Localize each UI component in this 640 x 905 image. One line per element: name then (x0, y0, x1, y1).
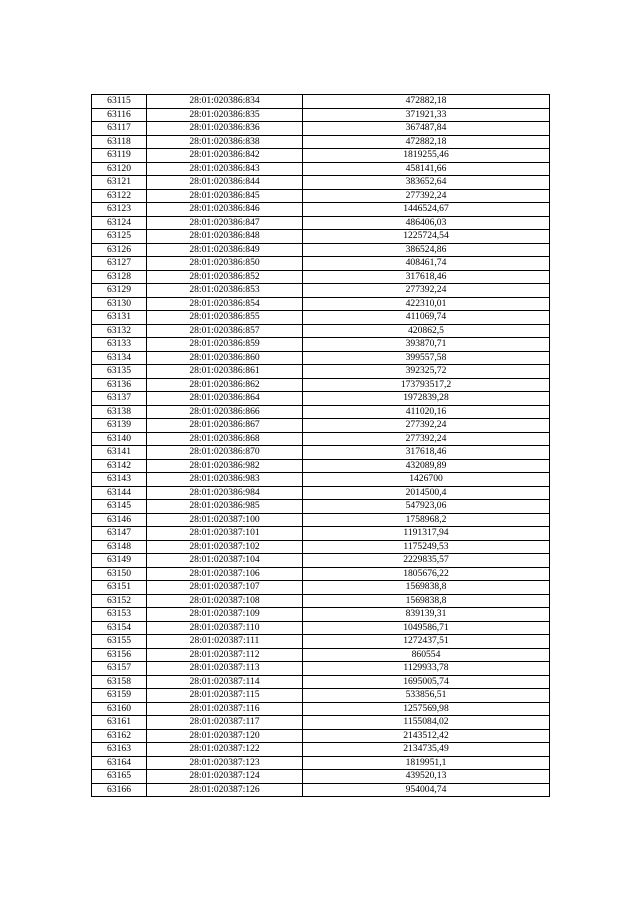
table-row (92, 122, 550, 136)
cadastral-number-cell: 28:01:020387:112 (147, 648, 303, 662)
cadastral-number-cell: 28:01:020387:106 (147, 567, 303, 581)
table-row (92, 675, 550, 689)
table-row (92, 216, 550, 230)
cadastral-number-cell: 28:01:020387:117 (147, 716, 303, 730)
cadastral-value-cell: 1155084,02 (303, 716, 550, 730)
table-row (92, 594, 550, 608)
row-number-cell: 63124 (92, 216, 147, 230)
row-number-cell: 63160 (92, 702, 147, 716)
row-number-cell: 63163 (92, 743, 147, 757)
table-row (92, 432, 550, 446)
row-number-cell: 63156 (92, 648, 147, 662)
cadastral-number-cell: 28:01:020386:846 (147, 203, 303, 217)
cadastral-number-cell: 28:01:020387:123 (147, 756, 303, 770)
cadastral-number-cell: 28:01:020386:853 (147, 284, 303, 298)
table-row (92, 135, 550, 149)
cadastral-number-cell: 28:01:020387:101 (147, 527, 303, 541)
cadastral-value-cell: 439520,13 (303, 770, 550, 784)
cadastral-number-cell: 28:01:020386:838 (147, 135, 303, 149)
table-row (92, 662, 550, 676)
cadastral-value-cell: 1175249,53 (303, 540, 550, 554)
table-row (92, 689, 550, 703)
cadastral-value-cell: 277392,24 (303, 284, 550, 298)
cadastral-value-cell: 393870,71 (303, 338, 550, 352)
cadastral-number-cell: 28:01:020386:848 (147, 230, 303, 244)
cadastral-number-cell: 28:01:020387:126 (147, 783, 303, 797)
table-row (92, 527, 550, 541)
cadastral-number-cell: 28:01:020386:860 (147, 351, 303, 365)
cadastral-number-cell: 28:01:020387:113 (147, 662, 303, 676)
cadastral-number-cell: 28:01:020386:836 (147, 122, 303, 136)
table-row (92, 635, 550, 649)
cadastral-value-cell: 860554 (303, 648, 550, 662)
row-number-cell: 63130 (92, 297, 147, 311)
cadastral-number-cell: 28:01:020387:100 (147, 513, 303, 527)
row-number-cell: 63164 (92, 756, 147, 770)
cadastral-value-cell: 839139,31 (303, 608, 550, 622)
row-number-cell: 63123 (92, 203, 147, 217)
row-number-cell: 63143 (92, 473, 147, 487)
table-row (92, 311, 550, 325)
row-number-cell: 63148 (92, 540, 147, 554)
cadastral-number-cell: 28:01:020386:852 (147, 270, 303, 284)
cadastral-number-cell: 28:01:020386:868 (147, 432, 303, 446)
row-number-cell: 63139 (92, 419, 147, 433)
table-row (92, 419, 550, 433)
table-row (92, 621, 550, 635)
row-number-cell: 63134 (92, 351, 147, 365)
table-row (92, 756, 550, 770)
cadastral-number-cell: 28:01:020387:115 (147, 689, 303, 703)
table-row (92, 297, 550, 311)
row-number-cell: 63136 (92, 378, 147, 392)
cadastral-value-cell: 367487,84 (303, 122, 550, 136)
cadastral-number-cell: 28:01:020386:849 (147, 243, 303, 257)
table-row (92, 729, 550, 743)
cadastral-number-cell: 28:01:020386:983 (147, 473, 303, 487)
row-number-cell: 63138 (92, 405, 147, 419)
cadastral-value-cell: 954004,74 (303, 783, 550, 797)
cadastral-number-cell: 28:01:020386:843 (147, 162, 303, 176)
cadastral-number-cell: 28:01:020386:861 (147, 365, 303, 379)
row-number-cell: 63126 (92, 243, 147, 257)
table-row (92, 351, 550, 365)
cadastral-value-cell: 399557,58 (303, 351, 550, 365)
cadastral-value-cell: 547923,06 (303, 500, 550, 514)
row-number-cell: 63153 (92, 608, 147, 622)
cadastral-value-cell: 1272437,51 (303, 635, 550, 649)
row-number-cell: 63116 (92, 108, 147, 122)
table-row (92, 459, 550, 473)
table-row (92, 365, 550, 379)
cadastral-value-cell: 1426700 (303, 473, 550, 487)
table-row (92, 230, 550, 244)
table-row (92, 176, 550, 190)
table-row (92, 783, 550, 797)
cadastral-number-cell: 28:01:020386:844 (147, 176, 303, 190)
cadastral-value-cell: 277392,24 (303, 419, 550, 433)
cadastral-number-cell: 28:01:020386:859 (147, 338, 303, 352)
cadastral-number-cell: 28:01:020386:984 (147, 486, 303, 500)
cadastral-value-table (91, 94, 550, 797)
cadastral-number-cell: 28:01:020387:109 (147, 608, 303, 622)
table-row (92, 392, 550, 406)
row-number-cell: 63137 (92, 392, 147, 406)
row-number-cell: 63154 (92, 621, 147, 635)
row-number-cell: 63151 (92, 581, 147, 595)
table-row (92, 608, 550, 622)
row-number-cell: 63165 (92, 770, 147, 784)
row-number-cell: 63119 (92, 149, 147, 163)
cadastral-value-cell: 2229835,57 (303, 554, 550, 568)
cadastral-value-cell: 1049586,71 (303, 621, 550, 635)
cadastral-value-cell: 392325,72 (303, 365, 550, 379)
row-number-cell: 63121 (92, 176, 147, 190)
row-number-cell: 63157 (92, 662, 147, 676)
row-number-cell: 63140 (92, 432, 147, 446)
row-number-cell: 63120 (92, 162, 147, 176)
table-row (92, 513, 550, 527)
cadastral-number-cell: 28:01:020387:110 (147, 621, 303, 635)
table-row (92, 270, 550, 284)
row-number-cell: 63133 (92, 338, 147, 352)
table-row (92, 648, 550, 662)
cadastral-value-cell: 277392,24 (303, 432, 550, 446)
cadastral-value-cell: 317618,46 (303, 270, 550, 284)
cadastral-value-cell: 1191317,94 (303, 527, 550, 541)
cadastral-value-cell: 1446524,67 (303, 203, 550, 217)
cadastral-number-cell: 28:01:020386:982 (147, 459, 303, 473)
table-row (92, 243, 550, 257)
cadastral-number-cell: 28:01:020386:847 (147, 216, 303, 230)
table-row (92, 716, 550, 730)
table-row (92, 378, 550, 392)
table-row (92, 257, 550, 271)
row-number-cell: 63142 (92, 459, 147, 473)
cadastral-value-cell: 2014500,4 (303, 486, 550, 500)
cadastral-number-cell: 28:01:020386:985 (147, 500, 303, 514)
row-number-cell: 63122 (92, 189, 147, 203)
row-number-cell: 63131 (92, 311, 147, 325)
cadastral-value-cell: 1972839,28 (303, 392, 550, 406)
table-body (92, 95, 550, 797)
cadastral-number-cell: 28:01:020386:867 (147, 419, 303, 433)
cadastral-value-cell: 317618,46 (303, 446, 550, 460)
row-number-cell: 63128 (92, 270, 147, 284)
row-number-cell: 63155 (92, 635, 147, 649)
cadastral-number-cell: 28:01:020386:835 (147, 108, 303, 122)
table-row (92, 149, 550, 163)
cadastral-number-cell: 28:01:020387:116 (147, 702, 303, 716)
cadastral-value-cell: 173793517,2 (303, 378, 550, 392)
row-number-cell: 63152 (92, 594, 147, 608)
table-row (92, 743, 550, 757)
row-number-cell: 63118 (92, 135, 147, 149)
table-row (92, 473, 550, 487)
cadastral-value-cell: 1129933,78 (303, 662, 550, 676)
cadastral-number-cell: 28:01:020386:870 (147, 446, 303, 460)
table-row (92, 500, 550, 514)
cadastral-value-cell: 1805676,22 (303, 567, 550, 581)
cadastral-value-cell: 422310,01 (303, 297, 550, 311)
cadastral-number-cell: 28:01:020386:842 (147, 149, 303, 163)
table-row (92, 405, 550, 419)
table-row (92, 284, 550, 298)
cadastral-number-cell: 28:01:020386:854 (147, 297, 303, 311)
table-row (92, 95, 550, 109)
row-number-cell: 63149 (92, 554, 147, 568)
cadastral-number-cell: 28:01:020386:864 (147, 392, 303, 406)
table-row (92, 581, 550, 595)
row-number-cell: 63132 (92, 324, 147, 338)
table-row (92, 486, 550, 500)
cadastral-value-cell: 1257569,98 (303, 702, 550, 716)
table-row (92, 554, 550, 568)
cadastral-value-cell: 472882,18 (303, 135, 550, 149)
cadastral-number-cell: 28:01:020387:102 (147, 540, 303, 554)
cadastral-value-cell: 408461,74 (303, 257, 550, 271)
row-number-cell: 63147 (92, 527, 147, 541)
table-row (92, 702, 550, 716)
row-number-cell: 63117 (92, 122, 147, 136)
cadastral-value-cell: 486406,03 (303, 216, 550, 230)
cadastral-number-cell: 28:01:020387:108 (147, 594, 303, 608)
cadastral-value-cell: 458141,66 (303, 162, 550, 176)
table-row (92, 540, 550, 554)
table-row (92, 324, 550, 338)
cadastral-number-cell: 28:01:020387:111 (147, 635, 303, 649)
row-number-cell: 63135 (92, 365, 147, 379)
table-row (92, 108, 550, 122)
cadastral-value-cell: 2143512,42 (303, 729, 550, 743)
cadastral-value-cell: 411069,74 (303, 311, 550, 325)
row-number-cell: 63115 (92, 95, 147, 109)
table-row (92, 338, 550, 352)
cadastral-value-cell: 1819255,46 (303, 149, 550, 163)
cadastral-value-cell: 533856,51 (303, 689, 550, 703)
cadastral-value-cell: 1569838,8 (303, 581, 550, 595)
row-number-cell: 63129 (92, 284, 147, 298)
table-row (92, 446, 550, 460)
row-number-cell: 63145 (92, 500, 147, 514)
cadastral-number-cell: 28:01:020386:834 (147, 95, 303, 109)
cadastral-value-cell: 472882,18 (303, 95, 550, 109)
cadastral-value-cell: 386524,86 (303, 243, 550, 257)
cadastral-number-cell: 28:01:020386:862 (147, 378, 303, 392)
row-number-cell: 63144 (92, 486, 147, 500)
cadastral-value-cell: 1819951,1 (303, 756, 550, 770)
cadastral-value-cell: 1569838,8 (303, 594, 550, 608)
cadastral-value-cell: 277392,24 (303, 189, 550, 203)
cadastral-value-cell: 1758968,2 (303, 513, 550, 527)
cadastral-value-cell: 411020,16 (303, 405, 550, 419)
table-row (92, 567, 550, 581)
cadastral-number-cell: 28:01:020387:124 (147, 770, 303, 784)
row-number-cell: 63161 (92, 716, 147, 730)
cadastral-value-cell: 420862,5 (303, 324, 550, 338)
row-number-cell: 63141 (92, 446, 147, 460)
cadastral-number-cell: 28:01:020386:845 (147, 189, 303, 203)
cadastral-number-cell: 28:01:020386:855 (147, 311, 303, 325)
cadastral-number-cell: 28:01:020387:114 (147, 675, 303, 689)
table-row (92, 162, 550, 176)
row-number-cell: 63125 (92, 230, 147, 244)
cadastral-value-cell: 383652,64 (303, 176, 550, 190)
row-number-cell: 63159 (92, 689, 147, 703)
cadastral-value-cell: 1225724,54 (303, 230, 550, 244)
cadastral-value-cell: 2134735,49 (303, 743, 550, 757)
table-row (92, 203, 550, 217)
row-number-cell: 63158 (92, 675, 147, 689)
row-number-cell: 63146 (92, 513, 147, 527)
cadastral-value-cell: 1695005,74 (303, 675, 550, 689)
cadastral-number-cell: 28:01:020386:850 (147, 257, 303, 271)
cadastral-number-cell: 28:01:020387:104 (147, 554, 303, 568)
cadastral-number-cell: 28:01:020386:866 (147, 405, 303, 419)
row-number-cell: 63150 (92, 567, 147, 581)
cadastral-number-cell: 28:01:020387:122 (147, 743, 303, 757)
row-number-cell: 63127 (92, 257, 147, 271)
cadastral-number-cell: 28:01:020386:857 (147, 324, 303, 338)
table-row (92, 770, 550, 784)
cadastral-number-cell: 28:01:020387:120 (147, 729, 303, 743)
cadastral-value-cell: 371921,33 (303, 108, 550, 122)
cadastral-value-cell: 432089,89 (303, 459, 550, 473)
table-row (92, 189, 550, 203)
row-number-cell: 63166 (92, 783, 147, 797)
row-number-cell: 63162 (92, 729, 147, 743)
cadastral-number-cell: 28:01:020387:107 (147, 581, 303, 595)
